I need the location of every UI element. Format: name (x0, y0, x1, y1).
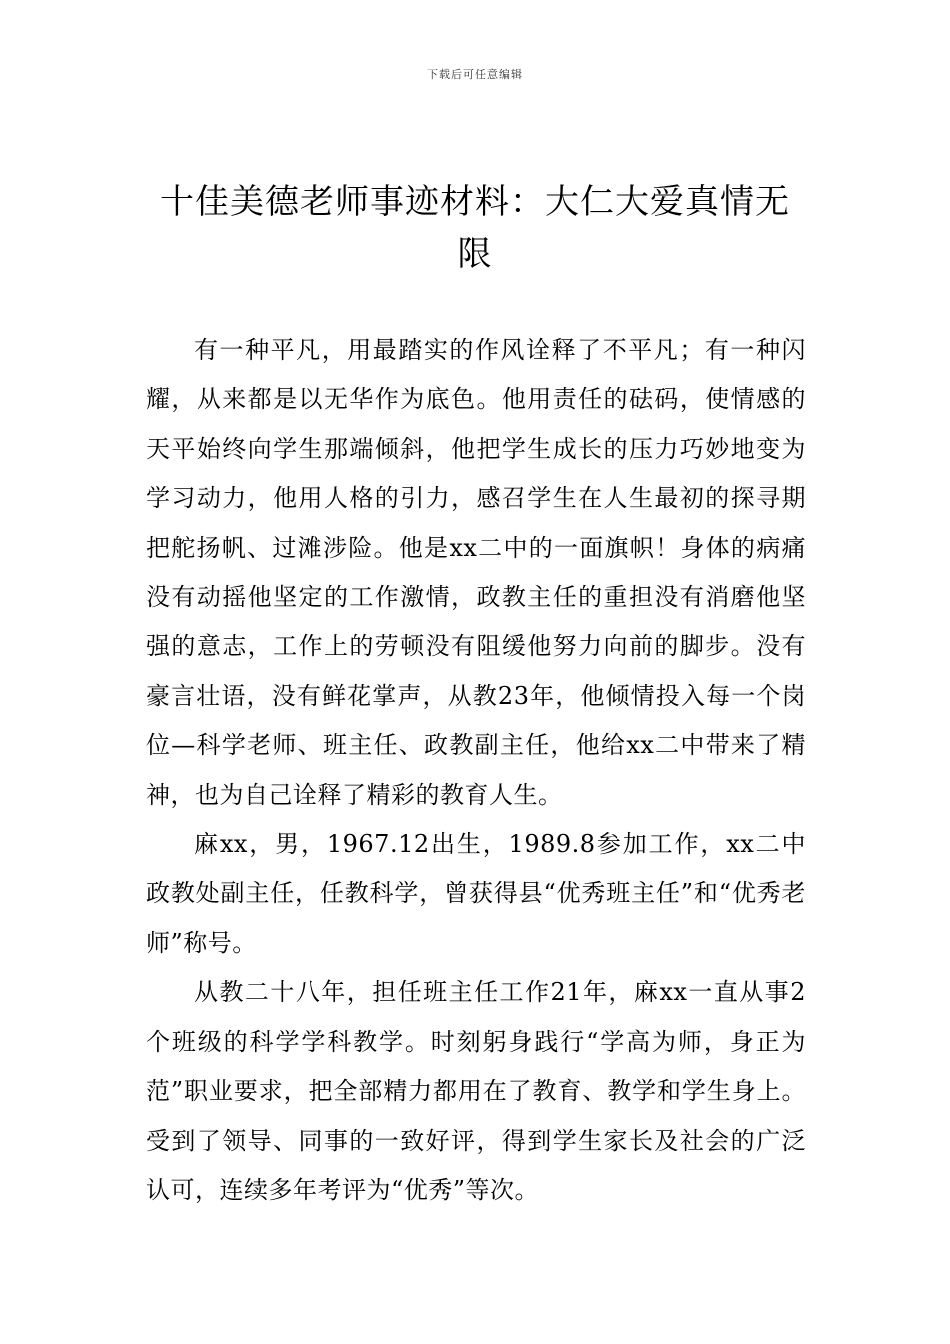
document-body (146, 326, 806, 1215)
paragraph-2: 麻xx，男，1967.12出生，1989.8参加工作，xx二中政教处副主任，任教科学，曾获得县“优秀班主任”和“优秀老师”称号。 (146, 830, 806, 957)
paragraph-3: 从教二十八年，担任班主任工作21年，麻xx一直从事2个班级的科学学科教学。时刻躬身践行“学高为师，身正为范”职业要求，把全部精力都用在了教育、教学和学生身上。受到了领导、同事的一致好评，得到学生家长及社会的广泛认可，连续多年考评为“优秀”等次。 (146, 978, 806, 1204)
header-note: 下载后可任意编辑 (427, 68, 523, 81)
document-title: 十佳美德老师事迹材料：大仁大爱真情无限 (160, 182, 790, 274)
paragraph-1: 有一种平凡，用最踏实的作风诠释了不平凡；有一种闪耀，从来都是以无华作为底色。他用责任的砝码，使情感的天平始终向学生那端倾斜，他把学生成长的压力巧妙地变为学习动力，他用人格的引力，感召学生在人生最初的探寻期把舵扬帆、过滩涉险。他是xx二中的一面旗帜！身体的病痛没有动摇他坚定的工作激情，政教主任的重担没有消磨他坚强的意志，工作上的劳顿没有阻缓他努力向前的脚步。没有豪言壮语，没有鲜花掌声，从教23年，他倾情投入每一个岗位—科学老师、班主任、政教副主任，他给xx二中带来了精神，也为自己诠释了精彩的教育人生。 (146, 336, 806, 809)
